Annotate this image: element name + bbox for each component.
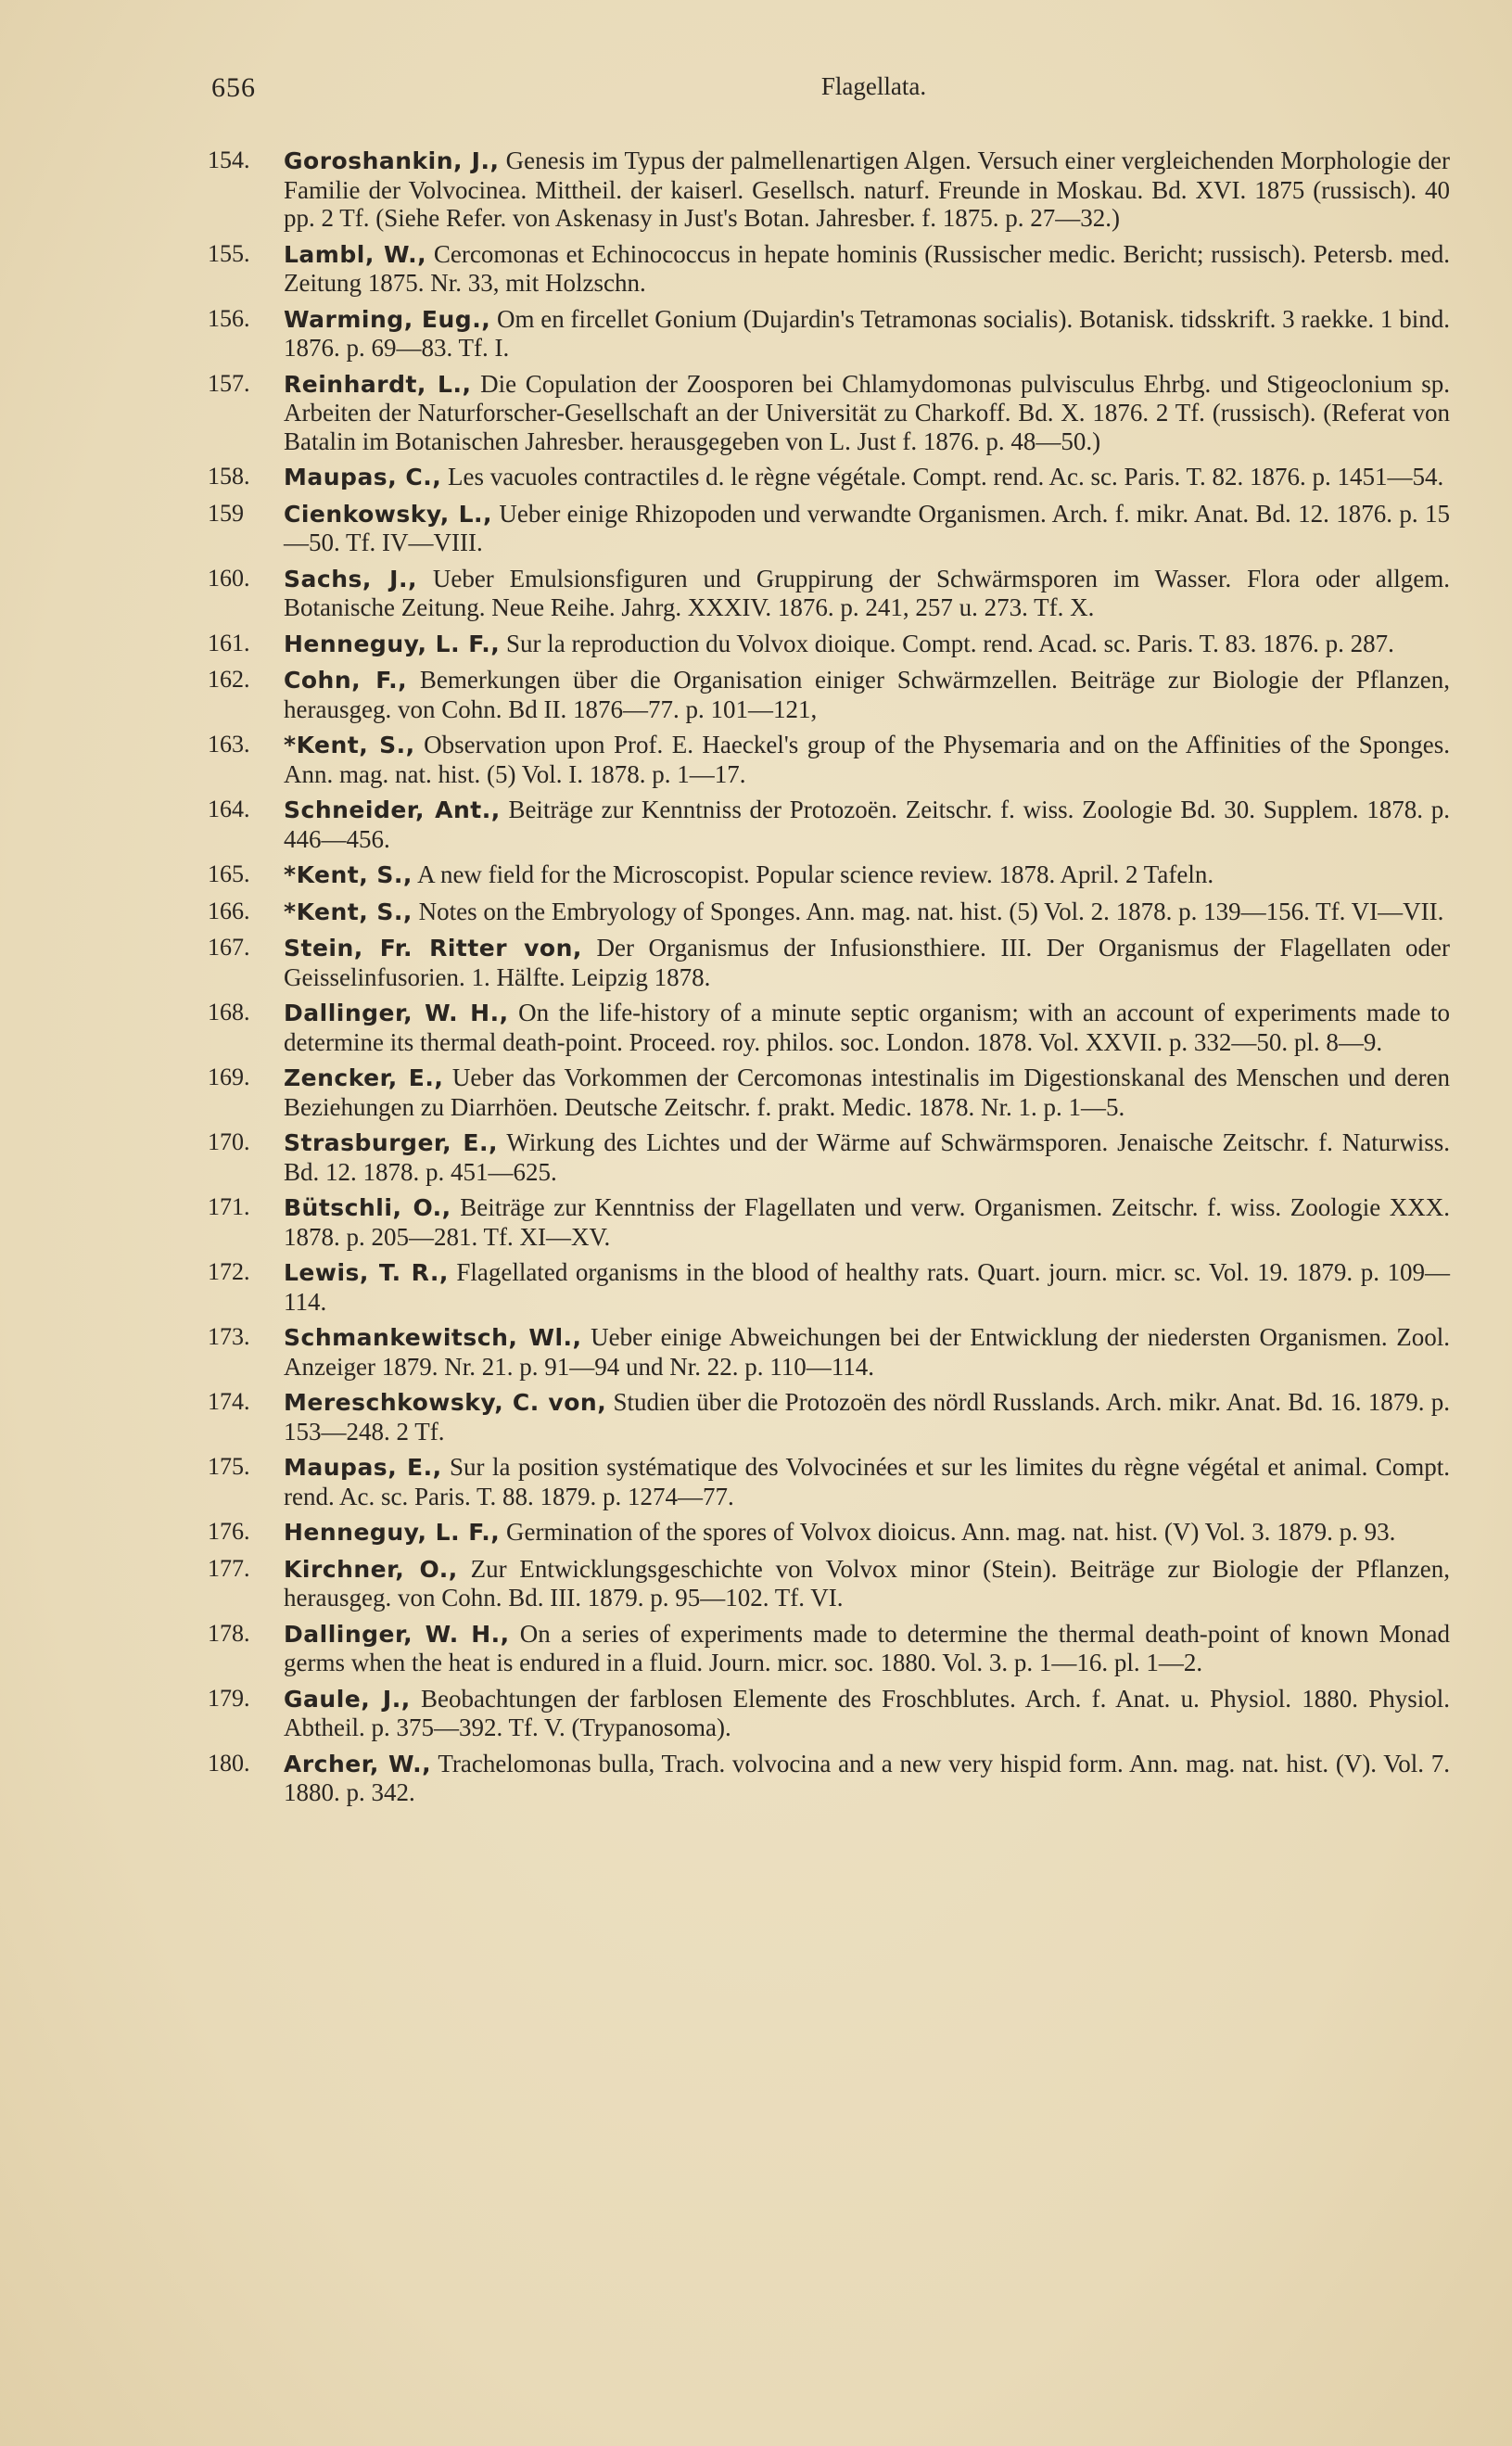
entry-number: 174. — [208, 1388, 250, 1415]
entry-text: Studien über die Protozoën des nördl Russlands. Arch. mikr. Anat. Bd. 16. 1879. p. 153—248. 2 Tf. — [284, 1388, 1450, 1446]
entry-text: Flagellated organisms in the blood of healthy rats. Quart. journ. micr. sc. Vol. 19. 1879. p. 109—114. — [284, 1258, 1450, 1316]
bibliography-entry — [208, 934, 1450, 991]
entry-number: 165. — [208, 860, 250, 887]
entry-text: On the life-history of a minute septic organism; with an account of experiments made to determine its thermal death-point. Proceed. roy. philos. soc. London. 1878. Vol. XXVII. p. 332—50. pl. 8—9. — [284, 999, 1450, 1056]
entry-author: *Kent, S., — [284, 861, 413, 888]
entry-author: Strasburger, E., — [284, 1129, 498, 1156]
entry-author: Dallinger, W. H., — [284, 1620, 510, 1648]
entry-author: Bütschli, O., — [284, 1194, 451, 1221]
bibliography-entry — [208, 1388, 1450, 1446]
bibliography-entry — [208, 1685, 1450, 1742]
entry-text: Beiträge zur Kenntniss der Protozoën. Zeitschr. f. wiss. Zoologie Bd. 30. Supplem. 1878. p. 446—456. — [284, 796, 1450, 853]
entry-text: Sur la reproduction du Volvox dioique. Compt. rend. Acad. sc. Paris. T. 83. 1876. p. 287. — [500, 629, 1394, 657]
entry-text: A new field for the Microscopist. Popular science review. 1878. April. 2 Tafeln. — [412, 860, 1214, 888]
page-number: 656 — [211, 72, 256, 103]
bibliography-entry — [208, 796, 1450, 853]
entry-author: Sachs, J., — [284, 565, 417, 592]
entry-author: Henneguy, L. F., — [284, 630, 501, 657]
bibliography-entry — [208, 1128, 1450, 1186]
bibliography-list — [208, 147, 1450, 1815]
entry-author: Lambl, W., — [284, 240, 427, 268]
entry-number: 167. — [208, 934, 250, 961]
bibliography-entry — [208, 1750, 1450, 1807]
entry-number: 173. — [208, 1323, 250, 1350]
entry-number: 179. — [208, 1684, 250, 1712]
entry-author: Archer, W., — [284, 1750, 432, 1777]
entry-author: Lewis, T. R., — [284, 1259, 449, 1286]
bibliography-entry — [208, 731, 1450, 788]
bibliography-entry — [208, 666, 1450, 723]
entry-text: Zur Entwicklungsgeschichte von Volvox minor (Stein). Beiträge zur Biologie der Pflanzen, herausgeg. von Cohn. Bd. III. 1879. p. 95—102. Tf. VI. — [284, 1554, 1450, 1612]
entry-text: Cercomonas et Echinococcus in hepate hominis (Russischer medic. Bericht; russisch). Petersb. med. Zeitung 1875. Nr. 33, mit Holzschn. — [284, 239, 1451, 297]
bibliography-entry — [208, 147, 1450, 233]
entry-author: Kirchner, O., — [284, 1555, 458, 1583]
entry-number: 164. — [208, 796, 250, 822]
entry-author: Maupas, C., — [284, 464, 442, 490]
entry-text: Observation upon Prof. E. Haeckel's group of the Physemaria and on the Affinities of the Sponges. Ann. mag. nat. hist. (5) Vol. I. 1878. p. 1—17. — [284, 731, 1450, 788]
bibliography-entry — [208, 1555, 1450, 1612]
entry-number: 176. — [208, 1518, 250, 1545]
entry-author: Maupas, E., — [284, 1454, 442, 1481]
entry-text: Germination of the spores of Volvox dioicus. Ann. mag. nat. hist. (V) Vol. 3. 1879. p. 93. — [500, 1518, 1396, 1546]
bibliography-entry — [208, 1258, 1450, 1316]
entry-number: 163. — [208, 731, 250, 758]
entry-number: 171. — [208, 1193, 250, 1220]
entry-text: Genesis im Typus der palmellenartigen Algen. Versuch einer vergleichenden Morphologie der Familie der Volvocinea. Mittheil. der kaiserl. Gesellsch. naturf. Freunde in Moskau. Bd. XVI. 1875 (russisch). 40 pp. 2 Tf. (Siehe Refer. von Askenasy in Just's Botan. Jahresber. f. 1875. p. 27—32.) — [284, 147, 1450, 232]
bibliography-entry — [208, 1064, 1450, 1121]
entry-number: 154. — [208, 147, 250, 173]
entry-text: Ueber Emulsionsfiguren und Gruppirung der Schwärmsporen im Wasser. Flora oder allgem. Botanische Zeitung. Neue Reihe. Jahrg. XXXIV. 1876. p. 241, 257 u. 273. Tf. X. — [284, 564, 1450, 621]
bibliography-entry — [208, 370, 1450, 456]
entry-number: 161. — [208, 629, 250, 656]
entry-number: 168. — [208, 999, 250, 1026]
bibliography-entry — [208, 1620, 1450, 1677]
entry-text: Sur la position systématique des Volvocinées et sur les limites du règne végétal et animal. Compt. rend. Ac. sc. Paris. T. 88. 1879. p. 1274—77. — [284, 1453, 1450, 1510]
bibliography-entry — [208, 565, 1450, 622]
bibliography-entry — [208, 898, 1450, 927]
bibliography-entry — [208, 1193, 1450, 1251]
bibliography-entry — [208, 860, 1450, 890]
entry-author: Warming, Eug., — [284, 305, 491, 333]
entry-text: Om en fircellet Gonium (Dujardin's Tetramonas socialis). Botanisk. tidsskrift. 3 raekke. 1 bind. 1876. p. 69—83. Tf. I. — [284, 304, 1450, 362]
entry-number: 160. — [208, 564, 250, 592]
entry-author: *Kent, S., — [284, 732, 415, 758]
entry-number: 157. — [208, 369, 250, 397]
entry-number: 178. — [208, 1619, 250, 1647]
entry-number: 177. — [208, 1554, 250, 1582]
bibliography-entry — [208, 1518, 1450, 1548]
entry-author: Dallinger, W. H., — [284, 1000, 509, 1026]
entry-author: Reinhardt, L., — [284, 370, 472, 398]
bibliography-entry — [208, 999, 1450, 1056]
page-header — [211, 72, 1453, 109]
bibliography-entry — [208, 240, 1450, 298]
entry-author: Henneguy, L. F., — [284, 1519, 501, 1546]
entry-text: Les vacuoles contractiles d. le règne végétale. Compt. rend. Ac. sc. Paris. T. 82. 1876. p. 1451—54. — [441, 463, 1444, 490]
entry-number: 172. — [208, 1258, 250, 1285]
entry-number: 169. — [208, 1064, 250, 1090]
entry-number: 170. — [208, 1128, 250, 1155]
entry-number: 159 — [208, 499, 244, 527]
entry-number: 166. — [208, 897, 250, 924]
entry-author: Cohn, F., — [284, 667, 408, 694]
entry-author: Goroshankin, J., — [284, 147, 500, 174]
entry-text: Die Copulation der Zoosporen bei Chlamydomonas pulvisculus Ehrbg. und Stigeoclonium sp. Arbeiten der Naturforscher-Gesellschaft an der Universität zu Charkoff. Bd. X. 1876. 2 Tf. (russisch). (Referat von Batalin im Botanischen Jahresber. herausgegeben von L. Just f. 1876. p. 48—50.) — [284, 369, 1451, 455]
entry-author: Zencker, E., — [284, 1064, 444, 1091]
entry-author: Stein, Fr. Ritter von, — [284, 935, 582, 962]
entry-text: Trachelomonas bulla, Trach. volvocina and a new very hispid form. Ann. mag. nat. hist. (V). Vol. 7. 1880. p. 342. — [284, 1749, 1450, 1806]
entry-text: Ueber einige Abweichungen bei der Entwicklung der niedersten Organismen. Zool. Anzeiger 1879. Nr. 21. p. 91—94 und Nr. 22. p. 110—114. — [284, 1323, 1450, 1381]
bibliography-entry — [208, 1453, 1450, 1510]
running-title: Flagellata. — [820, 72, 927, 100]
entry-number: 175. — [208, 1453, 250, 1480]
entry-text: Ueber einige Rhizopoden und verwandte Organismen. Arch. f. mikr. Anat. Bd. 12. 1876. p. 15—50. Tf. IV—VIII. — [284, 499, 1450, 556]
entry-number: 155. — [208, 239, 250, 267]
bibliography-entry — [208, 305, 1450, 363]
entry-author: *Kent, S., — [284, 898, 413, 925]
entry-author: Mereschkowsky, C. von, — [284, 1389, 607, 1416]
entry-author: Schmankewitsch, Wl., — [284, 1324, 582, 1351]
bibliography-entry — [208, 500, 1450, 557]
entry-text: Notes on the Embryology of Sponges. Ann. mag. nat. hist. (5) Vol. 2. 1878. p. 139—156. Tf. VI—VII. — [412, 897, 1444, 925]
entry-text: Ueber das Vorkommen der Cercomonas intestinalis im Digestionskanal des Menschen und deren Beziehungen zu Diarrhöen. Deutsche Zeitschr. f. prakt. Medic. 1878. Nr. 1. p. 1—5. — [284, 1064, 1450, 1121]
entry-text: Beobachtungen der farblosen Elemente des Froschblutes. Arch. f. Anat. u. Physiol. 1880. Physiol. Abtheil. p. 375—392. Tf. V. (Trypanosoma). — [284, 1684, 1450, 1741]
entry-text: On a series of experiments made to determine the thermal death-point of known Monad germs when the heat is endured in a fluid. Journ. micr. soc. 1880. Vol. 3. p. 1—16. pl. 1—2. — [284, 1619, 1450, 1676]
entry-text: Der Organismus der Infusionsthiere. III. Der Organismus der Flagellaten oder Geisselinfusorien. 1. Hälfte. Leipzig 1878. — [284, 934, 1450, 991]
entry-text: Beiträge zur Kenntniss der Flagellaten und verw. Organismen. Zeitschr. f. wiss. Zoologie XXX. 1878. p. 205—281. Tf. XI—XV. — [284, 1193, 1450, 1251]
entry-number: 180. — [208, 1749, 250, 1777]
bibliography-entry — [208, 463, 1450, 492]
entry-number: 162. — [208, 666, 250, 693]
entry-number: 158. — [208, 463, 250, 490]
entry-author: Cienkowsky, L., — [284, 500, 492, 528]
entry-author: Schneider, Ant., — [284, 796, 501, 823]
bibliography-entry — [208, 1323, 1450, 1381]
entry-text: Wirkung des Lichtes und der Wärme auf Schwärmsporen. Jenaische Zeitschr. f. Naturwiss. Bd. 12. 1878. p. 451—625. — [284, 1128, 1450, 1186]
entry-author: Gaule, J., — [284, 1685, 411, 1713]
bibliography-entry — [208, 630, 1450, 659]
entry-number: 156. — [208, 304, 250, 332]
entry-text: Bemerkungen über die Organisation einiger Schwärmzellen. Beiträge zur Biologie der Pflanzen, herausgeg. von Cohn. Bd II. 1876—77. p. 101—121, — [284, 666, 1450, 723]
